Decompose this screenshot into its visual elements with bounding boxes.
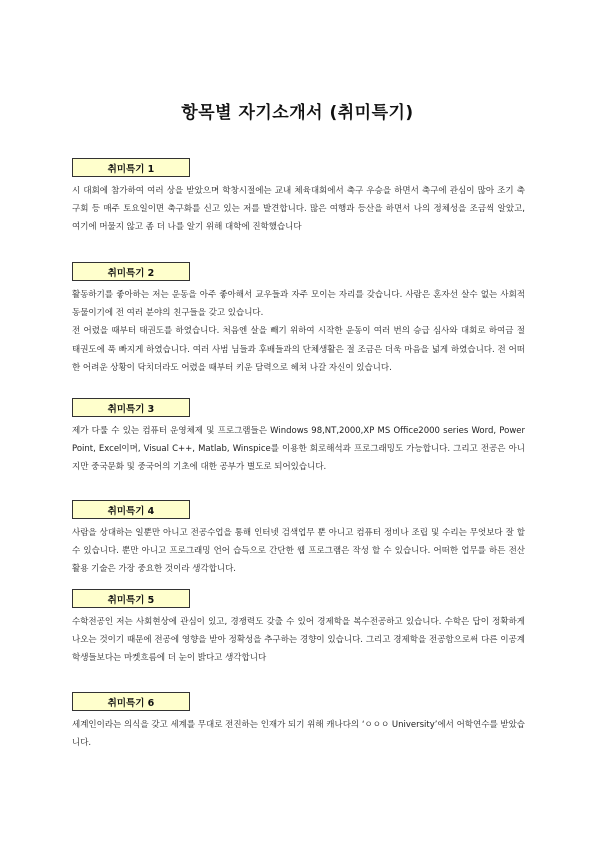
- section-paragraph: 세계인이라는 의식을 갖고 세계를 무대로 전진하는 인재가 되기 위해 캐나다의 ‘ㅇㅇㅇ University’에서 어학연수를 받았습니다.: [72, 720, 525, 749]
- section-hobby-2: [72, 262, 525, 377]
- section-paragraph: 수학전공인 저는 사회현상에 관심이 있고, 경쟁력도 갖출 수 있어 경제학을 복수전공하고 있습니다. 수학은 답이 정확하게 나오는 것이기 때문에 전공에 영향을 받아 정확성을 추구하는 경향이 있습니다. 그리고 경제학을 전공함으로써 다른 이공계 학생들보다는 마켓흐름에 더 눈이 밝다고 생각합니다: [72, 617, 525, 664]
- section-heading: 취미특기 1: [72, 158, 190, 177]
- section-heading: 취미특기 4: [72, 500, 190, 519]
- section-paragraph: 전 어렸을 때부터 태권도를 하였습니다. 처음엔 살을 빼기 위하여 시작한 운동이 여러 번의 승급 심사와 대회로 하여금 절 태권도에 푹 빠지게 하였습니다. 여러 사범 님들과 후배들과의 단체생활은 절 조금은 더욱 마음을 넓게 하였습니다. 전 어떠한 어려운 상황이 닥치더라도 어렸을 때부터 키운 담력으로 헤쳐 나갈 자신이 있습니다.: [72, 326, 525, 373]
- section-heading: 취미특기 2: [72, 262, 190, 281]
- section-hobby-1: [72, 158, 525, 237]
- section-hobby-3: [72, 398, 525, 477]
- section-paragraph: 사람을 상대하는 일뿐만 아니고 전공수업을 통해 인터넷 검색업무 뿐 아니고 컴퓨터 정비나 조립 및 수리는 무엇보다 잘 할 수 있습니다. 뿐만 아니고 프로그래밍 언어 습득으로 간단한 웹 프로그램은 작성 할 수 있습니다. 어떠한 업무를 하든 전산 활용 기술은 가장 중요한 것이라 생각합니다.: [72, 528, 525, 575]
- section-heading: 취미특기 5: [72, 589, 190, 608]
- section-heading: 취미특기 3: [72, 398, 190, 417]
- section-paragraph: 제가 다룰 수 있는 컴퓨터 운영체제 및 프로그램들은 Windows 98,NT,2000,XP MS Office2000 series Word, Power Point, Excel이며, Visual C++, Matlab, Winspice를 이용한 회로해석과 프로그래밍도 가능합니다. 그리고 전공은 아니지만 중국문화 및 중국어의 기초에 대한 공부가 별도로 되어있습니다.: [72, 426, 525, 473]
- section-paragraph: 시 대회에 참가하여 여러 상을 받았으며 학창시절에는 교내 체육대회에서 축구 우승을 하면서 축구에 관심이 많아 조기 축구회 등 매주 토요일이면 축구화를 신고 있는 저를 발견합니다. 많은 여행과 등산을 하면서 나의 정체성을 조금씩 알았고, 여기에 머물지 않고 좀 더 나를 알기 위해 대학에 진학했습니다: [72, 186, 525, 233]
- section-hobby-4: [72, 500, 525, 579]
- section-hobby-5: [72, 589, 525, 668]
- section-heading: 취미특기 6: [72, 692, 190, 711]
- section-paragraph: 활동하기를 좋아하는 저는 운동을 아주 좋아해서 교우들과 자주 모이는 자리를 갖습니다. 사람은 혼자선 살수 없는 사회적 동물이기에 전 여러 분야의 친구들을 갖고 있습니다.: [72, 290, 525, 319]
- section-hobby-6: [72, 692, 525, 752]
- page-title: 항목별 자기소개서 (취미특기): [181, 103, 414, 123]
